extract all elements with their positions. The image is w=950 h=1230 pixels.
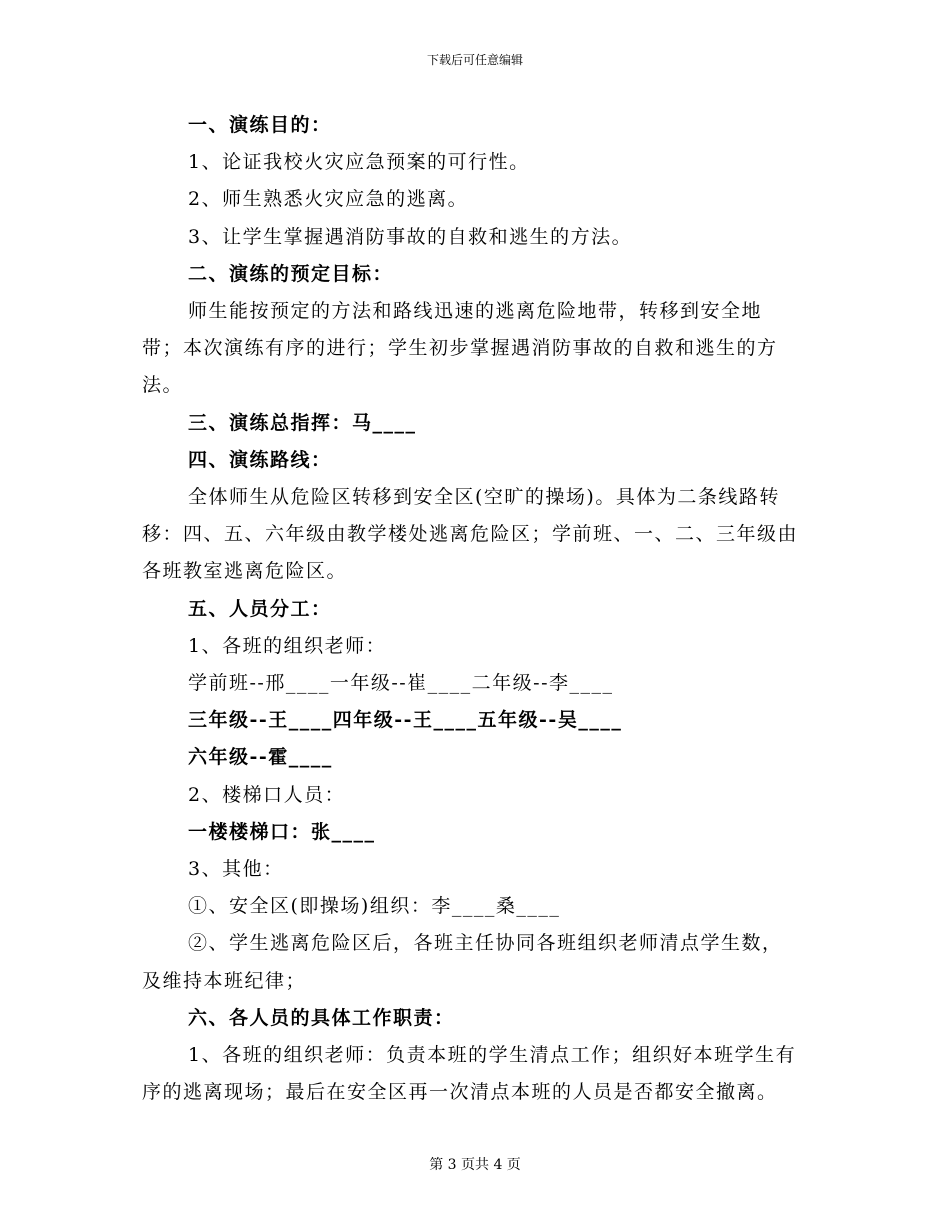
paragraph: 1、各班的组织老师： <box>188 634 387 657</box>
paragraph: 3、让学生掌握遇消防事故的自救和逃生的方法。 <box>188 225 633 248</box>
section-heading: 二、演练的预定目标： <box>188 262 394 285</box>
paragraph: 2、师生熟悉火灾应急的逃离。 <box>188 188 469 211</box>
paragraph: ①、安全区(即操场)组织：李____桑____ <box>188 895 561 918</box>
paragraph: 全体师生从危险区转移到安全区(空旷的操场)。具体为二条线路转移：四、五、六年级由教学楼处逃离危险区；学前班、一、二、三年级由各班教室逃离危险区。 <box>142 486 799 583</box>
section-heading: 三、演练总指挥：马____ <box>188 411 417 434</box>
section-heading: 四、演练路线： <box>188 448 332 471</box>
paragraph: 3、其他： <box>188 858 284 881</box>
section-heading: 五、人员分工： <box>188 597 332 620</box>
paragraph: ②、学生逃离危险区后，各班主任协同各班组织老师清点学生数，及维持本班纪律； <box>142 932 783 992</box>
section-heading: 六、各人员的具体工作职责： <box>188 1006 455 1029</box>
page-header: 下载后可任意编辑 <box>426 53 523 67</box>
section-heading: 一、演练目的： <box>188 114 332 136</box>
document-body <box>142 107 802 1111</box>
paragraph-bold: 一楼楼梯口：张____ <box>188 820 376 843</box>
page-footer: 第 3 页共 4 页 <box>429 1157 521 1173</box>
paragraph-bold: 六年级--霍____ <box>188 746 333 769</box>
paragraph: 师生能按预定的方法和路线迅速的逃离危险地带，转移到安全地带；本次演练有序的进行；学生初步掌握遇消防事故的自救和逃生的方法。 <box>142 300 778 397</box>
paragraph: 2、楼梯口人员： <box>188 783 346 806</box>
paragraph: 1、论证我校火灾应急预案的可行性。 <box>188 151 530 174</box>
paragraph-bold: 三年级--王____四年级--王____五年级--吴____ <box>188 709 623 732</box>
paragraph: 学前班--邢____一年级--崔____二年级--李____ <box>188 672 614 695</box>
paragraph: 1、各班的组织老师：负责本班的学生清点工作；组织好本班学生有序的逃离现场；最后在安全区再一次清点本班的人员是否都安全撤离。 <box>142 1044 797 1104</box>
